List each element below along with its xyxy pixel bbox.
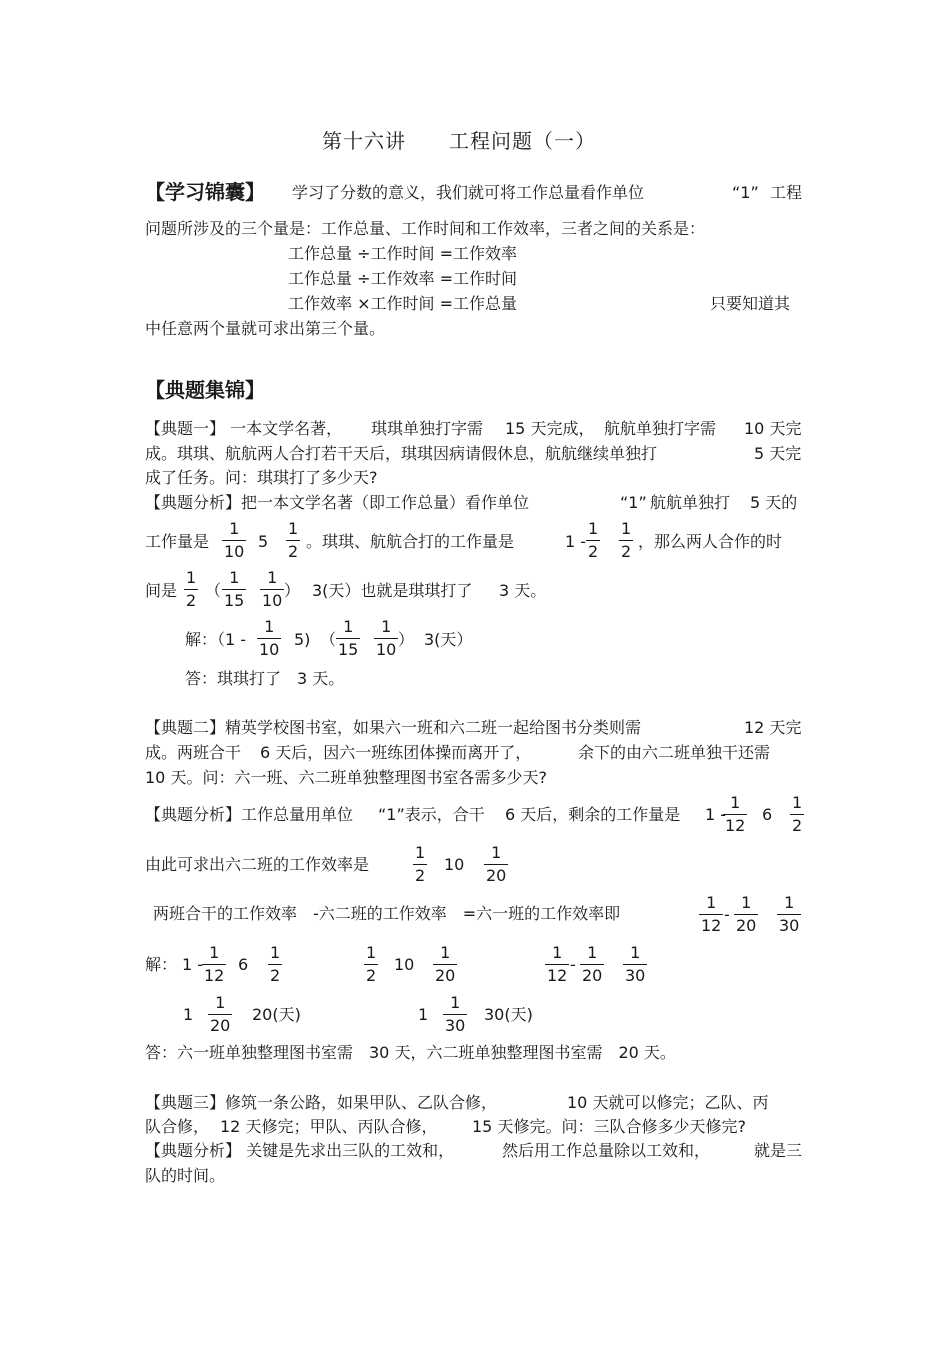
fraction-1-12: 1 12 — [725, 793, 746, 835]
ex2-solution-prefix: 解： — [145, 955, 178, 974]
ex1-one-minus: 1 - — [565, 532, 587, 551]
ex1-workload-label: 工作量是 — [145, 532, 210, 551]
ex2-line2c: 余下的由六二班单独干还需 — [578, 743, 771, 762]
fraction-1-20: 1 20 — [736, 893, 757, 935]
ex2-relation: 两班合干的工作效率 -六二班的工作效率 =六一班的工作效率即 — [153, 904, 621, 923]
ex2-sol-6: 6 — [238, 955, 249, 974]
fraction-1-2: 1 2 — [588, 519, 599, 561]
study-line-end: 中任意两个量就可求出第三个量。 — [145, 319, 386, 338]
minus-sign: - — [724, 905, 730, 924]
fraction-1-2: 1 2 — [288, 519, 299, 561]
ex2-analysis-a: 【典题分析】工作总量用单位 — [145, 805, 354, 824]
ex3-line2c: 15 天修完。问：三队合修多少天修完? — [472, 1117, 746, 1136]
ex1-combined-label: 。琪琪、航航合打的工作量是 — [306, 532, 515, 551]
ex2-res-one-b: 1 — [418, 1005, 429, 1024]
fraction-1-10: 1 10 — [224, 519, 245, 561]
fraction-1-30: 1 30 — [625, 943, 646, 985]
fraction-1-2: 1 2 — [270, 943, 281, 985]
unit-one: “1” — [732, 183, 759, 202]
ex2-answer: 答：六一班单独整理图书室需 30 天，六二班单独整理图书室需 20 天。 — [145, 1043, 676, 1062]
formula-total: 工作效率 ×工作时间 =工作总量 — [288, 294, 517, 313]
ex3-line2a: 队合修， — [145, 1117, 210, 1136]
ex1-line3: 成了任务。问：琪琪打了多少天? — [145, 468, 378, 487]
fraction-1-20: 1 20 — [486, 843, 507, 885]
examples-heading: 【典题集锦】 — [145, 378, 265, 402]
ex1-solution-5: 5) — [294, 630, 311, 649]
fraction-1-2: 1 2 — [415, 843, 426, 885]
ex2-div-10: 10 — [444, 855, 465, 874]
ex1-line1b: 琪琪单独打字需 — [371, 419, 484, 438]
fraction-1-10: 1 10 — [376, 617, 397, 659]
ex1-analysis-a: 【典题分析】把一本文学名著（即工作总量）看作单位 — [145, 493, 530, 512]
ex1-line1a: 【典题一】 一本文学名著， — [145, 419, 343, 438]
fraction-1-20: 1 20 — [435, 943, 456, 985]
ex3-analysis-b: 然后用工作总量除以工效和， — [502, 1141, 711, 1160]
fraction-1-15: 1 15 — [338, 617, 359, 659]
fraction-1-2: 1 2 — [792, 793, 803, 835]
ex1-answer: 答：琪琪打了 3 天。 — [185, 669, 345, 688]
ex1-line2a: 成。琪琪、航航两人合打若干天后，琪琪因病请假休息，航航继续单独打 — [145, 444, 658, 463]
ex2-line3: 10 天。问：六一班、六二班单独整理图书室各需多少天? — [145, 768, 547, 787]
fraction-1-2: 1 2 — [621, 519, 632, 561]
ex2-sol-10: 10 — [394, 955, 415, 974]
formula-time: 工作总量 ÷工作效率 =工作时间 — [288, 269, 517, 288]
fraction-1-12: 1 12 — [701, 893, 722, 935]
ex2-line1b: 12 天完 — [744, 718, 802, 737]
ex3-analysis-c: 就是三 — [754, 1141, 803, 1160]
fraction-1-12: 1 12 — [204, 943, 225, 985]
ex1-analysis-unit: “1” — [620, 493, 647, 512]
fraction-1-30: 1 30 — [445, 993, 466, 1035]
ex1-time-label: 间是 — [145, 581, 178, 600]
lecture-number: 第十六讲 — [322, 129, 406, 153]
ex3-line1a: 【典题三】修筑一条公路，如果甲队、乙队合修， — [145, 1093, 498, 1112]
paren-open: （ — [205, 581, 222, 600]
ex2-one-minus: 1 - — [705, 805, 727, 824]
ex2-res-30-days: 30(天) — [484, 1005, 533, 1024]
ex1-line1d: 航航单独打字需 — [604, 419, 717, 438]
ex3-analysis-a: 【典题分析】 关键是先求出三队的工效和， — [145, 1141, 455, 1160]
ex2-analysis-b: “1”表示，合干 — [378, 805, 485, 824]
ex3-analysis-end: 队的时间。 — [145, 1166, 226, 1185]
ex1-line1c: 15 天完成， — [505, 419, 595, 438]
ex1-result-text: 3(天）也就是琪琪打了 — [312, 581, 473, 600]
ex3-line1b: 10 天就可以修完；乙队、丙 — [567, 1093, 769, 1112]
minus-sign: - — [570, 955, 576, 974]
ex1-line2b: 5 天完 — [754, 444, 802, 463]
ex2-efficiency-label: 由此可求出六二班的工作效率是 — [145, 855, 370, 874]
formula-efficiency: 工作总量 ÷工作时间 =工作效率 — [288, 244, 517, 263]
ex2-line2b: 6 天后，因六一班练团体操而离开了， — [260, 743, 532, 762]
study-heading: 【学习锦囊】 — [145, 180, 265, 204]
fraction-1-12: 1 12 — [547, 943, 568, 985]
ex1-analysis-c: 航航单独打 — [650, 493, 731, 512]
study-line2: 问题所涉及的三个量是：工作总量、工作时间和工作效率，三者之间的关系是： — [145, 219, 706, 238]
ex1-solution-result: 3(天） — [424, 630, 473, 649]
ex1-times-5: 5 — [258, 532, 269, 551]
study-line1-tail: 工程 — [770, 183, 803, 202]
ex3-line2b: 12 天修完；甲队、丙队合修， — [220, 1117, 438, 1136]
study-line1: 学习了分数的意义，我们就可将工作总量看作单位 — [292, 183, 645, 202]
fraction-1-30: 1 30 — [779, 893, 800, 935]
fraction-1-20: 1 20 — [582, 943, 603, 985]
ex2-res-20-days: 20(天) — [252, 1005, 301, 1024]
ex1-line1e: 10 天完 — [744, 419, 802, 438]
fraction-1-2: 1 2 — [186, 568, 197, 610]
study-know-prefix: 只要知道其 — [710, 294, 791, 313]
ex2-res-one-a: 1 — [183, 1005, 194, 1024]
fraction-1-10: 1 10 — [259, 617, 280, 659]
paren-close: ） — [284, 581, 301, 600]
ex1-result-days: 3 天。 — [499, 581, 547, 600]
paren-open: （ — [320, 630, 337, 649]
page-title: 工程问题（一） — [449, 129, 596, 153]
ex2-line2a: 成。两班合干 — [145, 743, 242, 762]
ex2-analysis-c: 6 天后，剩余的工作量是 — [505, 805, 681, 824]
fraction-1-15: 1 15 — [224, 568, 245, 610]
ex2-sol-one-minus: 1 - — [182, 955, 204, 974]
fraction-1-20: 1 20 — [210, 993, 231, 1035]
fraction-1-2: 1 2 — [366, 943, 377, 985]
ex1-analysis-d: 5 天的 — [750, 493, 798, 512]
ex1-analysis-tail: ，那么两人合作的时 — [638, 532, 783, 551]
paren-close: ） — [398, 630, 415, 649]
ex2-line1a: 【典题二】精英学校图书室，如果六一班和六二班一起给图书分类则需 — [145, 718, 642, 737]
ex2-times-6: 6 — [762, 805, 773, 824]
fraction-1-10: 1 10 — [262, 568, 283, 610]
ex1-solution-prefix: 解：（1 - — [185, 630, 247, 649]
